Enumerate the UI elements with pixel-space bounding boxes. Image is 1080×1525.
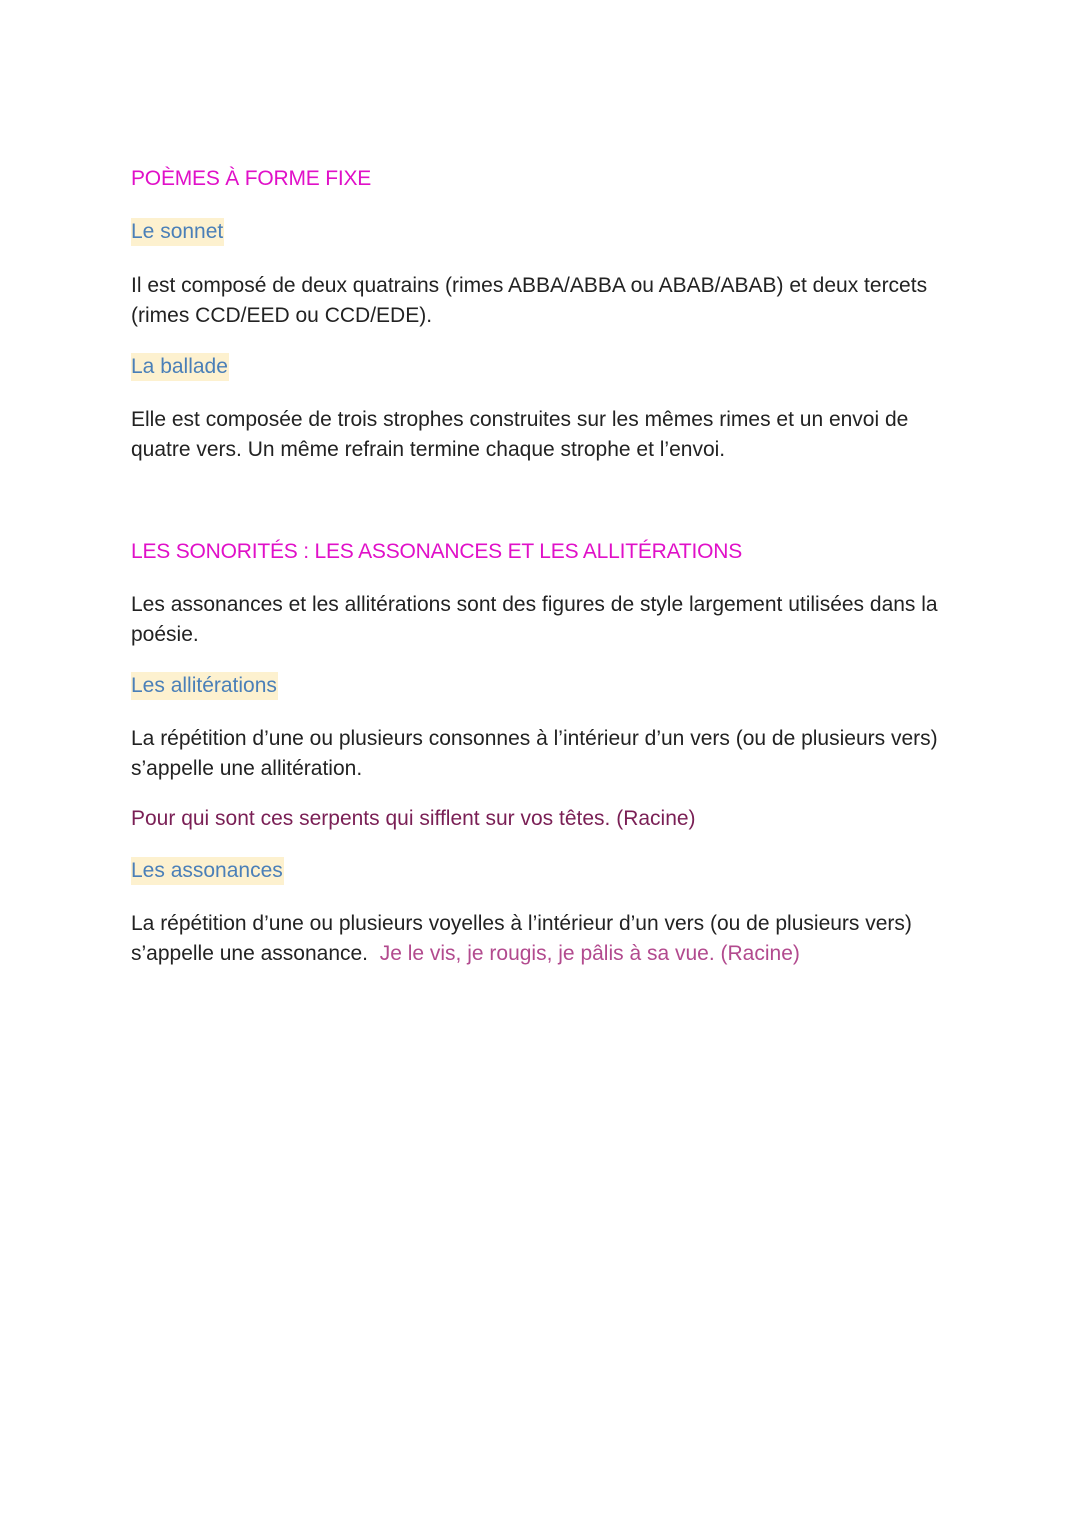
paragraph-alliterations: La répétition d’une ou plusieurs consonnes à l’intérieur d’un vers (ou de plusieurs vers) s’appelle une allitération.: [131, 727, 938, 780]
example-assonance-quote: Je le vis, je rougis, je pâlis à sa vue. (Racine): [379, 942, 800, 965]
section-title-formes-fixes: POÈMES À FORME FIXE: [131, 167, 372, 190]
paragraph-assonances: [131, 909, 961, 969]
subheading-sonnet: Le sonnet: [131, 218, 224, 246]
subheading-assonances: Les assonances: [131, 857, 284, 885]
example-alliteration-quote: Pour qui sont ces serpents qui sifflent sur vos têtes. (Racine): [131, 807, 696, 830]
subheading-ballade: La ballade: [131, 353, 229, 381]
subheading-alliterations: Les allitérations: [131, 672, 278, 700]
paragraph-sonorites-intro: Les assonances et les allitérations sont des figures de style largement utilisées dans la poésie.: [131, 593, 938, 646]
paragraph-sonnet: Il est composé de deux quatrains (rimes ABBA/ABBA ou ABAB/ABAB) et deux tercets (rimes CCD/EED ou CCD/EDE).: [131, 274, 928, 327]
section-title-sonorites: LES SONORITÉS : LES ASSONANCES ET LES ALLITÉRATIONS: [131, 540, 743, 563]
assonances-definition: La répétition d’une ou plusieurs voyelles à l’intérieur d’un vers (ou de plusieurs vers) s’appelle une assonance.: [131, 912, 912, 965]
paragraph-ballade: Elle est composée de trois strophes construites sur les mêmes rimes et un envoi de quatre vers. Un même refrain termine chaque strophe et l’envoi.: [131, 408, 909, 461]
